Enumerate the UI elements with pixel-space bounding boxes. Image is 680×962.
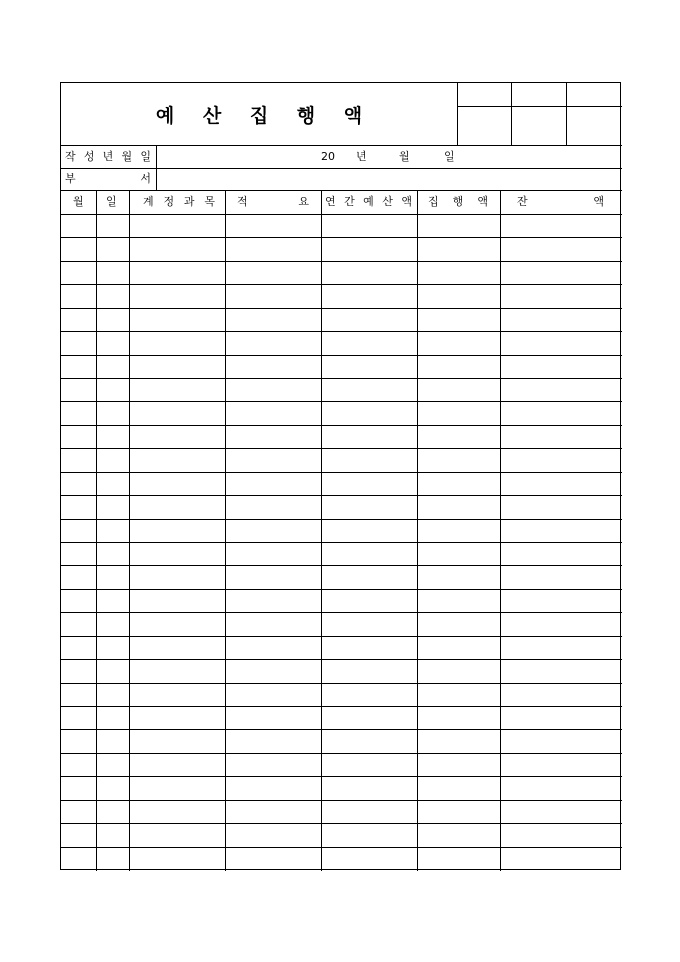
date-row-label: [65, 151, 151, 162]
table-row-line: [61, 331, 622, 332]
table-row-line: [61, 378, 622, 379]
date-label-char: 성: [83, 150, 95, 163]
col-header-summary: 적 요: [237, 195, 309, 208]
date-label-char: 년: [102, 150, 114, 163]
table-row-line: [61, 519, 622, 520]
table-row-line: [61, 237, 622, 238]
table-row-line: [61, 472, 622, 473]
table-row-line: [61, 308, 622, 309]
col-header-annual-budget: 연 간 예 산 액: [325, 195, 412, 208]
month-unit: 월: [399, 150, 410, 163]
table-row-line: [61, 729, 622, 730]
table-row-line: [61, 495, 622, 496]
day-unit: 일: [444, 150, 455, 163]
dept-row-label: [65, 173, 151, 184]
approval-box-grid: [457, 83, 622, 145]
table-row-line: [61, 683, 622, 684]
table-row-line: [61, 355, 622, 356]
col-header-day: 일: [106, 195, 117, 208]
table-row-line: [61, 565, 622, 566]
date-label-char: 월: [121, 150, 133, 163]
table-row-line: [61, 823, 622, 824]
table-row-line: [61, 612, 622, 613]
table-row-line: [61, 448, 622, 449]
dept-label-char: 서: [140, 172, 151, 185]
table-row-line: [61, 636, 622, 637]
table-row-line: [61, 284, 622, 285]
table-row-line: [61, 706, 622, 707]
form-title: 예 산 집 행 액: [155, 104, 374, 127]
table-row-line: [61, 776, 622, 777]
table-row-line: [61, 401, 622, 402]
table-row-line: [61, 542, 622, 543]
col-header-account: 계 정 과 목: [143, 195, 215, 208]
col-header-month: 월: [73, 195, 84, 208]
year-unit: 년: [356, 150, 367, 163]
col-header-executed: 집 행 액: [428, 195, 488, 208]
table-row-line: [61, 589, 622, 590]
dept-label-char: 부: [65, 172, 76, 185]
table-row-line: [61, 753, 622, 754]
table-row-line: [61, 847, 622, 848]
date-label-char: 작: [65, 150, 76, 163]
table-row-line: [61, 425, 622, 426]
table-row-line: [61, 261, 622, 262]
date-label-char: 일: [140, 150, 151, 163]
table-row-line: [61, 800, 622, 801]
table-row-line: [61, 659, 622, 660]
col-header-balance: 잔 액: [517, 195, 604, 208]
year-prefix: 20: [321, 150, 335, 163]
budget-execution-form: [60, 82, 621, 870]
